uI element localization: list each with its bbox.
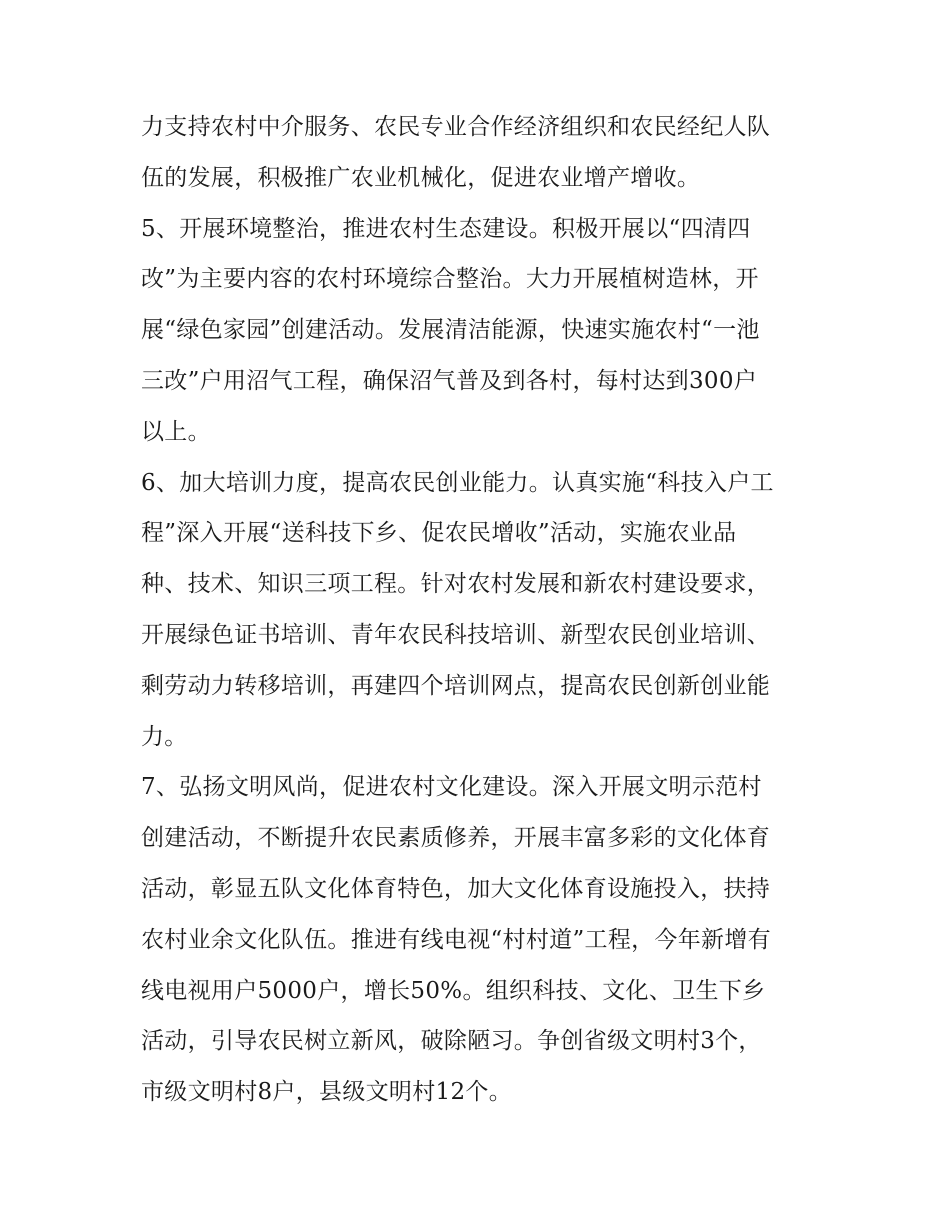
text-line: 5、开展环境整治，推进农村生态建设。积极开展以“四清四 xyxy=(141,215,751,242)
text-line: 伍的发展，积极推广农业机械化，促进农业增产增收。 xyxy=(141,164,701,191)
text-line: 展“绿色家园”创建活动。发展清洁能源，快速实施农村“一池 xyxy=(141,317,760,344)
text-line: 力支持农村中介服务、农民专业合作经济组织和农民经纪人队 xyxy=(141,114,771,140)
text-line: 创建活动，不断提升农民素质修养，开展丰富多彩的文化体育 xyxy=(141,825,771,852)
text-line: 开展绿色证书培训、青年农民科技培训、新型农民创业培训、 xyxy=(141,621,771,648)
text-line: 农村业余文化队伍。推进有线电视“村村道”工程，今年新增有 xyxy=(141,926,771,953)
text-line: 6、加大培训力度，提高农民创业能力。认真实施“科技入户工 xyxy=(141,469,774,496)
text-line: 力。 xyxy=(141,723,188,750)
text-line: 改”为主要内容的农村环境综合整治。大力开展植树造林，开 xyxy=(141,266,759,293)
text-line: 活动，引导农民树立新风，破除陋习。争创省级文明村3个， xyxy=(141,1028,762,1055)
text-line: 三改”户用沼气工程，确保沼气普及到各村，每村达到300户 xyxy=(141,367,758,394)
document-body xyxy=(141,102,821,1118)
text-line: 市级文明村8户，县级文明村12个。 xyxy=(141,1079,512,1106)
text-line: 程”深入开展“送科技下乡、促农民增收”活动，实施农业品 xyxy=(141,520,737,547)
text-line: 以上。 xyxy=(141,418,211,445)
text-line: 线电视用户5000户，增长50%。组织科技、文化、卫生下乡 xyxy=(141,977,766,1004)
text-line: 活动，彰显五队文化体育特色，加大文化体育设施投入，扶持 xyxy=(141,875,771,902)
text-line: 种、技术、知识三项工程。针对农村发展和新农村建设要求， xyxy=(141,571,771,598)
text-line: 剩劳动力转移培训，再建四个培训网点，提高农民创新创业能 xyxy=(141,672,771,699)
text-line: 7、弘扬文明风尚，促进农村文化建设。深入开展文明示范村 xyxy=(141,774,762,801)
